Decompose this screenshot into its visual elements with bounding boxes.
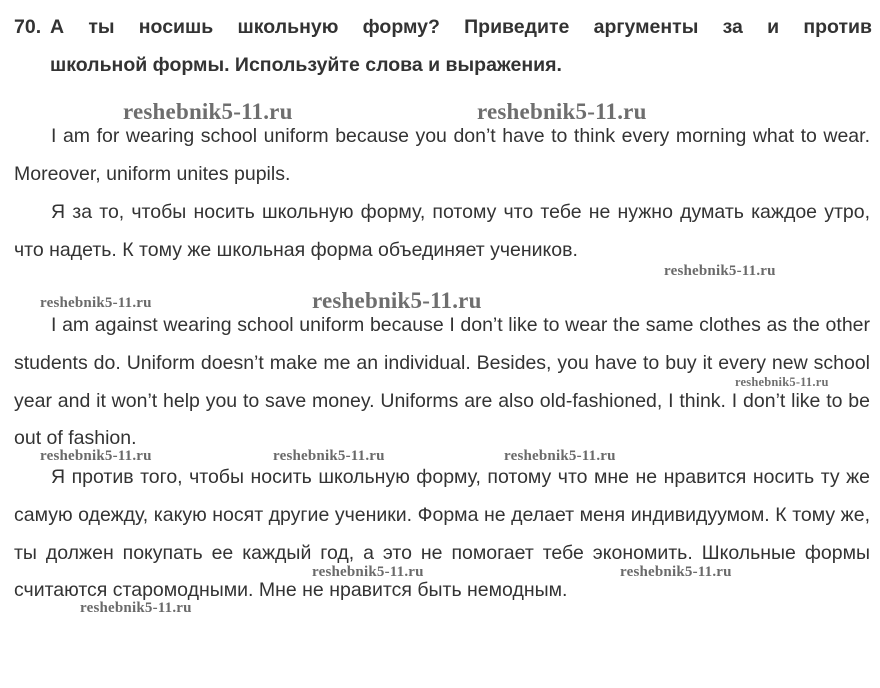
watermark-logo: reshebnik5-11.ru — [312, 564, 424, 580]
task-heading-line1 — [14, 8, 872, 46]
watermark-logo: reshebnik5-11.ru — [504, 448, 616, 464]
watermark-logo: reshebnik5-11.ru — [735, 375, 829, 389]
task-number: 70. — [14, 16, 42, 38]
paragraph-english-for: I am for wearing school uniform because you don’t have to think every morning what to wear. Moreover, uniform unites pupils. — [14, 125, 870, 185]
watermark-logo: reshebnik5-11.ru — [40, 448, 152, 464]
task-question-line2: школьной формы. Используйте слова и выражения. — [50, 54, 562, 76]
watermark-logo: reshebnik5-11.ru — [123, 99, 293, 124]
task-heading — [14, 8, 872, 84]
task-question-line1: А ты носишь школьную форму? Приведите аргументы за и против — [50, 16, 872, 38]
watermark-logo: reshebnik5-11.ru — [664, 263, 776, 279]
paragraph-russian-against: Я против того, чтобы носить школьную форму, потому что мне не нравится носить ту же самую одежду, какую носят другие ученики. Форма не делает меня индивидуумом. К тому же, ты должен покупать ее каждый год, а это не помогает тебе экономить. Школьные формы считаются старомодными. Мне не нравится быть немодным. — [14, 466, 870, 602]
watermark-logo: reshebnik5-11.ru — [312, 288, 482, 313]
watermark-logo: reshebnik5-11.ru — [620, 564, 732, 580]
task-line1-wrap — [14, 8, 872, 46]
watermark-logo: reshebnik5-11.ru — [40, 295, 152, 311]
paragraph-russian-for: Я за то, чтобы носить школьную форму, потому что тебе не нужно думать каждое утро, что надеть. К тому же школьная форма объединяет учеников. — [14, 201, 870, 261]
watermark-logo: reshebnik5-11.ru — [80, 600, 192, 616]
watermark-logo: reshebnik5-11.ru — [273, 448, 385, 464]
paragraph-english-against: I am against wearing school uniform because I don’t like to wear the same clothes as the other students do. Uniform doesn’t make me an individual. Besides, you have to buy it every new school year and it won’t help you to save money. Uniforms are also old-fashioned, I think. I don’t like to be out of fashion. — [14, 314, 870, 450]
watermark-logo: reshebnik5-11.ru — [477, 99, 647, 124]
